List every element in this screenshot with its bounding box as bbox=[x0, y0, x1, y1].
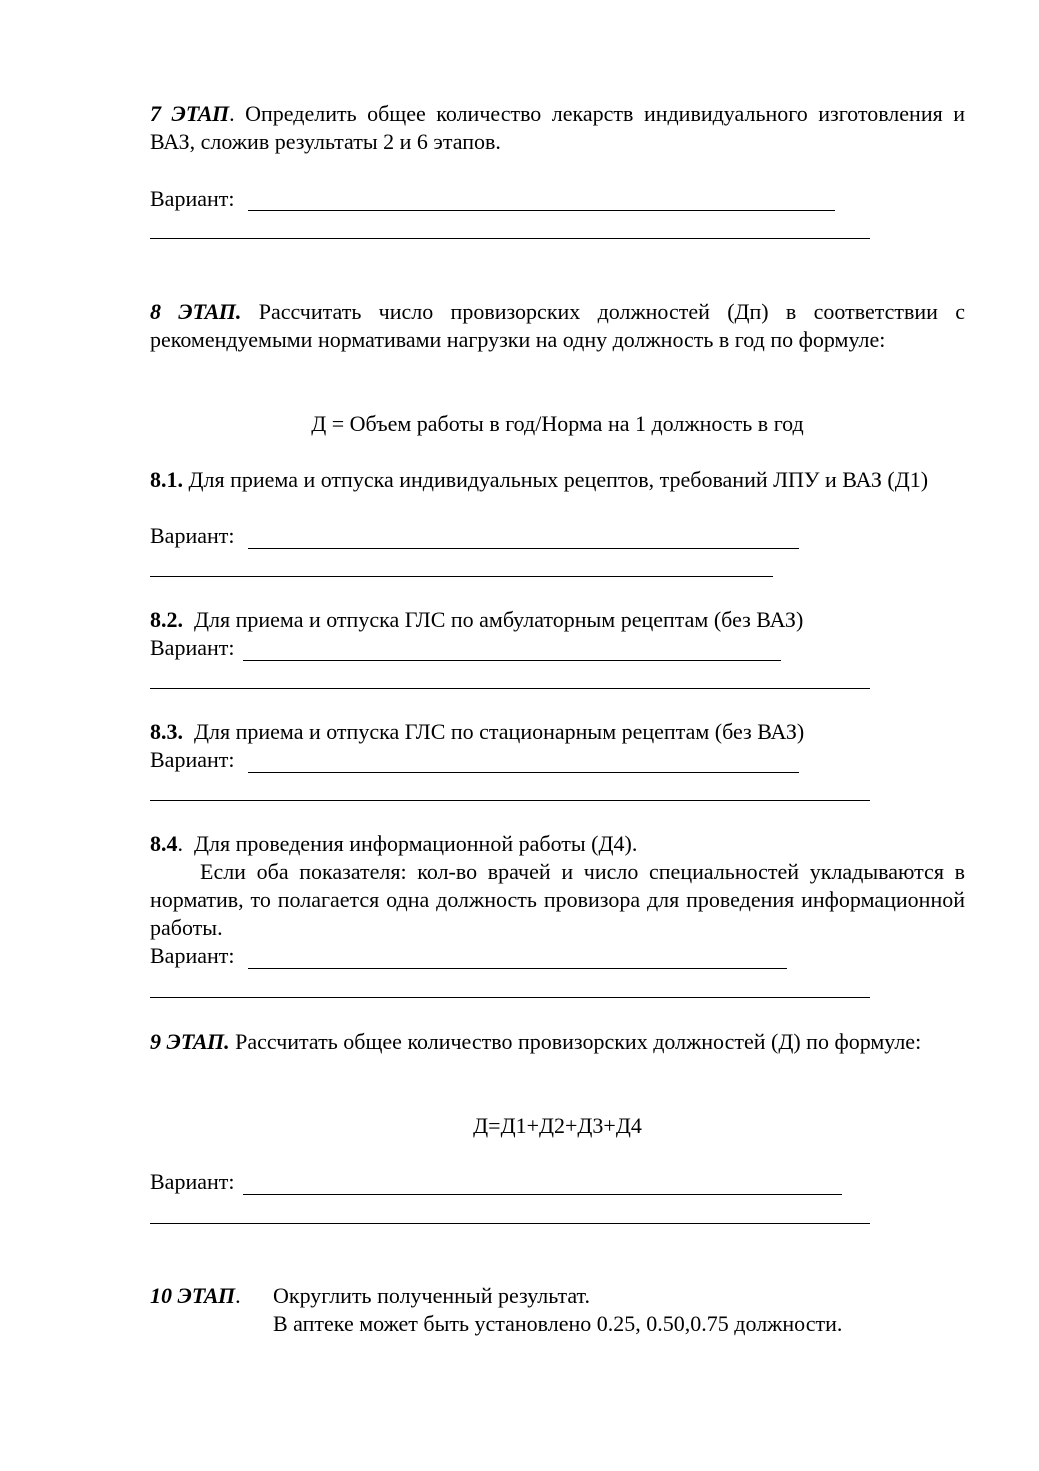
item-8-4-paragraph bbox=[150, 830, 965, 858]
item-8-4-number: 8.4 bbox=[150, 831, 178, 856]
stage-10-line-2: В аптеке может быть установлено 0.25, 0.50,0.75 должности. bbox=[273, 1311, 843, 1336]
answer-line-9b[interactable] bbox=[150, 1223, 870, 1224]
variant-label-8-1: Вариант: bbox=[150, 523, 235, 548]
variant-label-8-2: Вариант: bbox=[150, 635, 235, 660]
item-8-2-paragraph bbox=[150, 606, 965, 634]
item-8-3-number: 8.3. bbox=[150, 719, 183, 744]
stage-8-formula: Д = Объем работы в год/Норма на 1 должность в год bbox=[311, 411, 804, 436]
item-8-1-paragraph bbox=[150, 466, 965, 494]
answer-line-8-2a[interactable] bbox=[243, 660, 781, 661]
answer-line-7a[interactable] bbox=[248, 210, 835, 211]
answer-line-8-1b[interactable] bbox=[150, 576, 773, 577]
stage-8-label: 8 ЭТАП. bbox=[150, 299, 242, 324]
variant-label-7: Вариант: bbox=[150, 186, 235, 211]
answer-line-8-4a[interactable] bbox=[248, 968, 787, 969]
stage-9-text: Рассчитать общее количество провизорских должностей (Д) по формуле: bbox=[229, 1029, 922, 1054]
answer-line-8-3a[interactable] bbox=[248, 772, 799, 773]
answer-line-7b[interactable] bbox=[150, 238, 870, 239]
answer-line-9a[interactable] bbox=[243, 1194, 842, 1195]
stage-10-dot: . bbox=[235, 1283, 241, 1308]
answer-line-8-3b[interactable] bbox=[150, 800, 870, 801]
item-8-3-paragraph bbox=[150, 718, 965, 746]
item-8-3-text: Для приема и отпуска ГЛС по стационарным рецептам (без ВАЗ) bbox=[183, 719, 805, 744]
item-8-2-text: Для приема и отпуска ГЛС по амбулаторным рецептам (без ВАЗ) bbox=[183, 607, 804, 632]
stage-9-label: 9 ЭТАП. bbox=[150, 1029, 230, 1054]
stage-9-formula: Д=Д1+Д2+Д3+Д4 bbox=[473, 1113, 642, 1138]
stage-10-line-1: Округлить полученный результат. bbox=[273, 1283, 590, 1308]
stage-7-text: Определить общее количество лекарств индивидуального изготовления и ВАЗ, сложив результаты 2 и 6 этапов. bbox=[150, 101, 965, 154]
stage-10-heading bbox=[150, 1282, 241, 1310]
answer-line-8-2b[interactable] bbox=[150, 688, 870, 689]
stage-10-label: 10 ЭТАП bbox=[150, 1283, 236, 1308]
item-8-1-number: 8.1. bbox=[150, 467, 183, 492]
stage-7-paragraph bbox=[150, 100, 965, 156]
stage-9-paragraph bbox=[150, 1028, 965, 1056]
stage-8-text: Рассчитать число провизорских должностей (Дп) в соответствии с рекомендуемыми нормативами нагрузки на одну должность в год по формуле: bbox=[150, 299, 965, 352]
stage-7-dot: . bbox=[229, 101, 235, 126]
variant-label-8-3: Вариант: bbox=[150, 747, 235, 772]
variant-label-8-4: Вариант: bbox=[150, 943, 235, 968]
item-8-4-text: . Для проведения информационной работы (Д4). bbox=[177, 831, 638, 856]
variant-label-9: Вариант: bbox=[150, 1169, 235, 1194]
item-8-2-number: 8.2. bbox=[150, 607, 183, 632]
stage-7-label: 7 ЭТАП bbox=[150, 101, 230, 126]
item-8-1-text: Для приема и отпуска индивидуальных рецептов, требований ЛПУ и ВАЗ (Д1) bbox=[183, 467, 929, 492]
stage-8-paragraph bbox=[150, 298, 965, 354]
answer-line-8-4b[interactable] bbox=[150, 997, 870, 998]
answer-line-8-1a[interactable] bbox=[248, 548, 799, 549]
item-8-4-note: Если оба показателя: кол-во врачей и число специальностей укладываются в норматив, то полагается одна должность провизора для проведения информационной работы. bbox=[150, 859, 965, 940]
